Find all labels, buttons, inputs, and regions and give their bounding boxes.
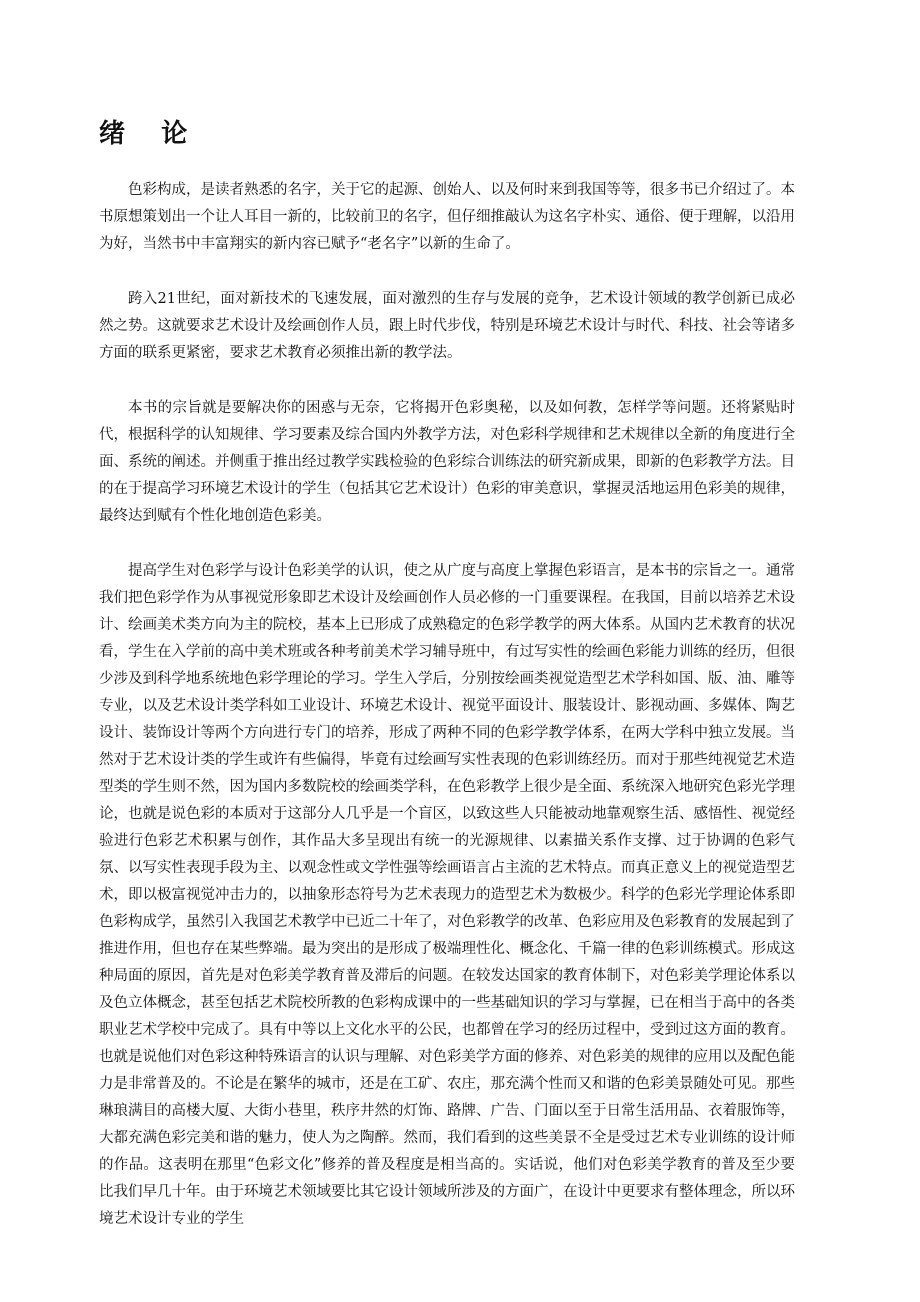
paragraph-1: 色彩构成，是读者熟悉的名字，关于它的起源、创始人、以及何时来到我国等等，很多书已介绍过了。本书原想策划出一个让人耳目一新的，比较前卫的名字，但仔细推敲认为这名字朴实、通俗、便于理解，以沿用为好，当然书中丰富翔实的新内容已赋予“老名字”以新的生命了。 xyxy=(99,182,795,252)
paragraph-2: 跨入21世纪，面对新技术的飞速发展，面对激烈的生存与发展的竞争，艺术设计领域的教学创新已成必然之势。这就要求艺术设计及绘画创作人员，跟上时代步伐，特别是环境艺术设计与时代、科技、社会等诸多方面的联系更紧密，要求艺术教育必须推出新的教学法。 xyxy=(99,291,795,361)
document-body xyxy=(99,177,795,1233)
chapter-title: 绪 论 xyxy=(99,119,188,149)
paragraph-3: 本书的宗旨就是要解决你的困惑与无奈，它将揭开色彩奥秘，以及如何教，怎样学等问题。还将紧贴时代，根据科学的认知规律、学习要素及综合国内外教学方法，对色彩科学规律和艺术规律以全新的角度进行全面、系统的阐述。并侧重于推出经过教学实践检验的色彩综合训练法的研究新成果，即新的色彩教学方法。目的在于提高学习环境艺术设计的学生（包括其它艺术设计）色彩的审美意识，掌握灵活地运用色彩美的规律，最终达到赋有个性化地创造色彩美。 xyxy=(99,400,795,524)
paragraph-4: 提高学生对色彩学与设计色彩美学的认识，使之从广度与高度上掌握色彩语言，是本书的宗旨之一。通常我们把色彩学作为从事视觉形象即艺术设计及绘画创作人员必修的一门重要课程。在我国，目前以培养艺术设计、绘画美术类方向为主的院校，基本上已形成了成熟稳定的色彩学教学的两大体系。从国内艺术教育的状况看，学生在入学前的高中美术班或各种考前美术学习辅导班中，有过写实性的绘画色彩能力训练的经历，但很少涉及到科学地系统地色彩学理论的学习。学生入学后，分别按绘画类视觉造型艺术学科如国、版、油、雕等专业，以及艺术设计类学科如工业设计、环境艺术设计、视觉平面设计、服装设计、影视动画、多媒体、陶艺设计、装饰设计等两个方向进行专门的培养，形成了两种不同的色彩学教学体系，在两大学科中独立发展。当然对于艺术设计类的学生或许有些偏得，毕竟有过绘画写实性表现的色彩训练经历。而对于那些纯视觉艺术造型类的学生则不然，因为国内多数院校的绘画类学科，在色彩教学上很少是全面、系统深入地研究色彩光学理论，也就是说色彩的本质对于这部分人几乎是一个盲区，以致这些人只能被动地靠观察生活、感悟性、视觉经验进行色彩艺术积累与创作，其作品大多呈现出有统一的光源规律、以素描关系作支撑、过于协调的色彩气氛、以写实性表现手段为主、以观念性或文学性强等绘画语言占主流的艺术特点。而真正意义上的视觉造型艺术，即以极富视觉冲击力的，以抽象形态符号为艺术表现力的造型艺术为数极少。科学的色彩光学理论体系即色彩构成学，虽然引入我国艺术教学中已近二十年了，对色彩教学的改革、色彩应用及色彩教育的发展起到了推进作用，但也存在某些弊端。最为突出的是形成了极端理性化、概念化、千篇一律的色彩训练模式。形成这种局面的原因，首先是对色彩美学教育普及滞后的问题。在较发达国家的教育体制下，对色彩美学理论体系以及色立体概念，甚至包括艺术院校所教的色彩构成课中的一些基础知识的学习与掌握，已在相当于高中的各类职业艺术学校中完成了。具有中等以上文化水平的公民，也都曾在学习的经历过程中，受到过这方面的教育。也就是说他们对色彩这种特殊语言的认识与理解、对色彩美学方面的修养、对色彩美的规律的应用以及配色能力是非常普及的。不论是在繁华的城市，还是在工矿、农庄，那充满个性而又和谐的色彩美景随处可见。那些琳琅满目的高楼大厦、大街小巷里，秩序井然的灯饰、路牌、广告、门面以至于日常生活用品、衣着服饰等，大都充满色彩完美和谐的魅力，使人为之陶醉。然而，我们看到的这些美景不全是受过艺术专业训练的设计师的作品。这表明在那里“色彩文化”修养的普及程度是相当高的。实话说，他们对色彩美学教育的普及至少要比我们早几十年。由于环境艺术领域要比其它设计领域所涉及的方面广，在设计中更要求有整体理念，所以环境艺术设计专业的学生 xyxy=(99,563,795,1227)
